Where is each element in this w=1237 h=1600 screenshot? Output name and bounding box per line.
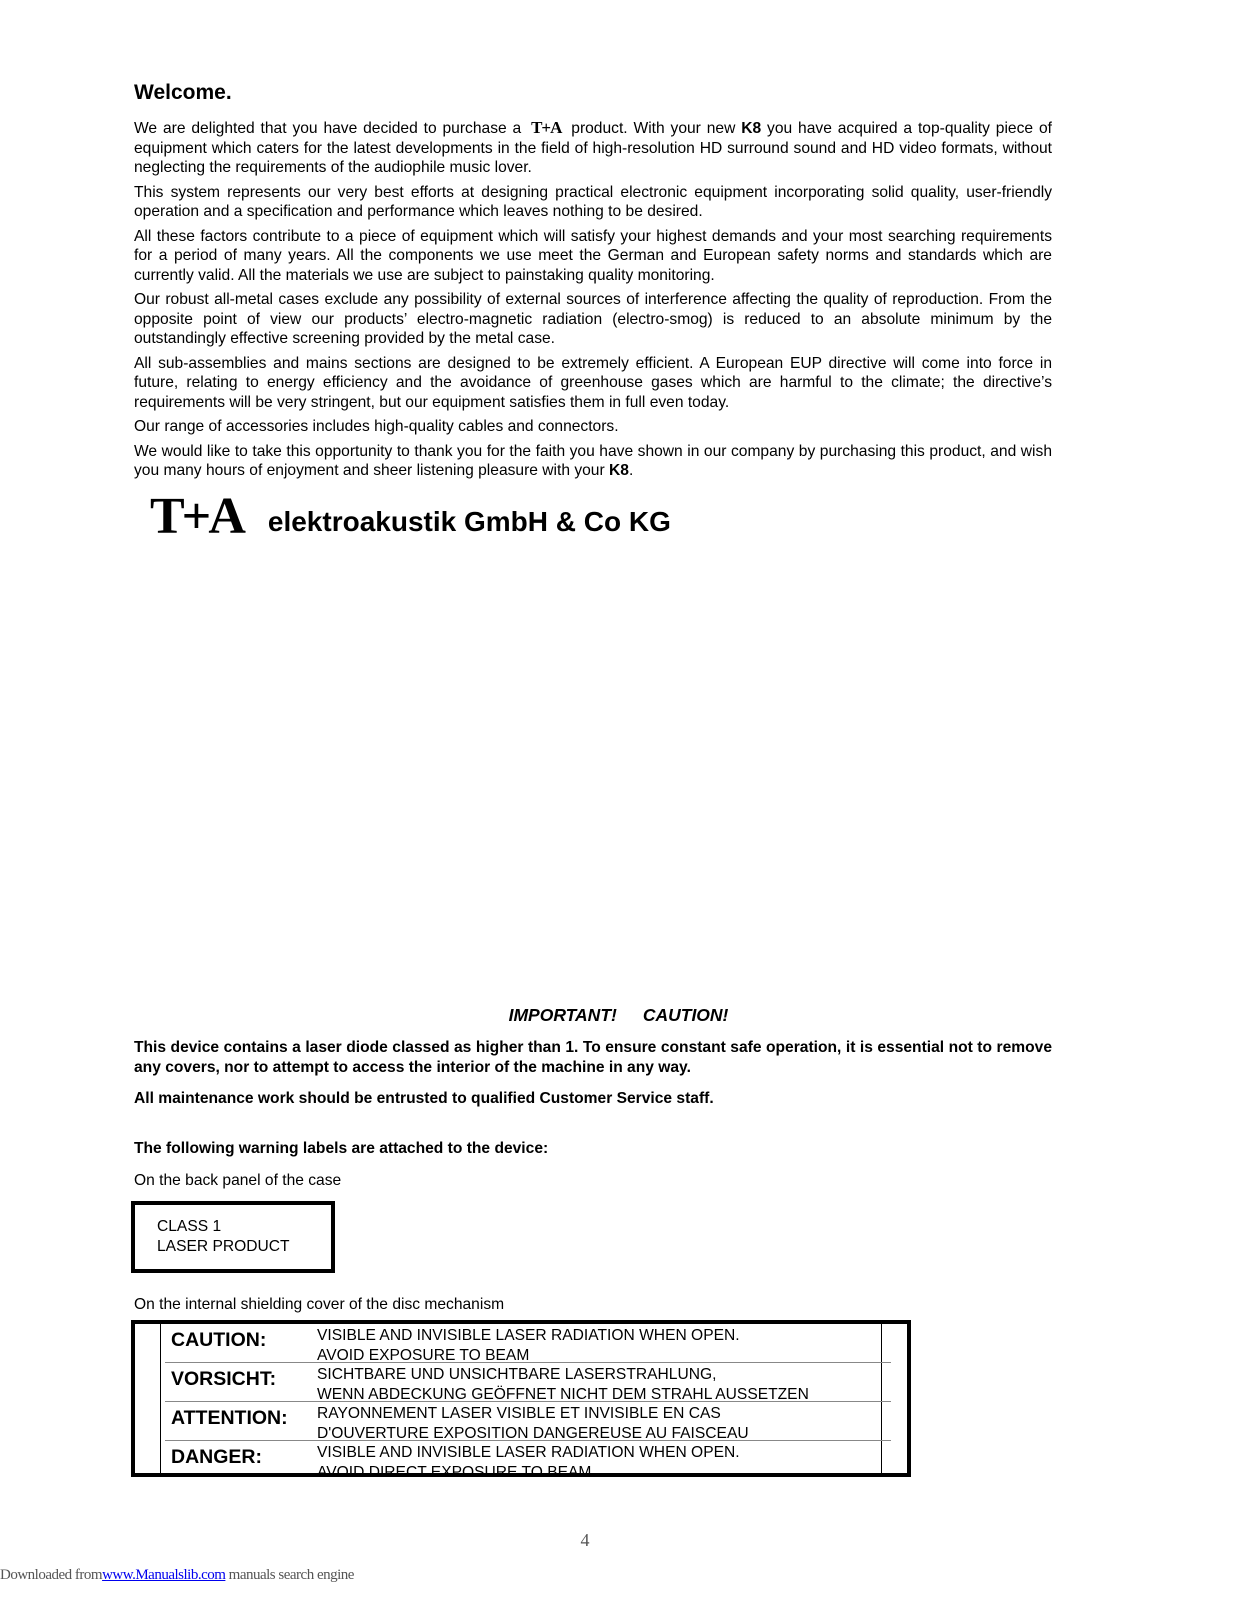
para7-start: We would like to take this opportunity to thank you for the faith you have shown in our company by purchasing this product, and wish you many hours of enjoyment and sheer listening pleasure with your (134, 442, 1052, 479)
row-line-1: VISIBLE AND INVISIBLE LASER RADIATION WHEN OPEN. (317, 1327, 740, 1344)
download-footer (0, 1567, 354, 1584)
laser-row-vorsicht (165, 1363, 891, 1402)
company-name: elektroakustik GmbH & Co KG (267, 506, 671, 537)
warning-labels-heading: The following warning labels are attached to the device: (134, 1140, 549, 1157)
row-line-2: WENN ABDECKUNG GEÖFFNET NICHT DEM STRAHL AUSSETZEN (317, 1385, 809, 1403)
laser-row-caution (165, 1324, 891, 1363)
row-value (317, 1443, 740, 1482)
intro-paragraph-4: Our robust all-metal cases exclude any possibility of external sources of interference affecting the quality of reproduction. From the opposite point of view our products’ electro-magnetic radiation (electro-smog) is reduced to an absolute minimum by the outstandingly effective screening provided by the metal case. (134, 291, 1052, 347)
important-label: IMPORTANT! (508, 1005, 617, 1025)
manualslib-link[interactable]: www.Manualslib.com (102, 1567, 226, 1583)
caution-heading (0, 1005, 1237, 1026)
row-key: CAUTION: (171, 1329, 267, 1351)
internal-cover-caption: On the internal shielding cover of the disc mechanism (134, 1296, 505, 1313)
laser-warning-table (131, 1320, 911, 1481)
product-name-closing: K8 (609, 462, 629, 479)
page-number: 4 (580, 1530, 590, 1550)
table-inner-border-left (160, 1324, 161, 1473)
para1-start: We are delighted that you have decided to purchase a (134, 120, 522, 137)
maintenance-warning: All maintenance work should be entrusted to qualified Customer Service staff. (134, 1090, 714, 1107)
para1-middle: product. With your new (571, 120, 736, 137)
laser-warning: This device contains a laser diode classed as higher than 1. To ensure constant safe operation, it is essential not to remove any covers, nor to attempt to access the interior of the machine in any way. (134, 1039, 1052, 1076)
brand-logo-inline: T+A (531, 118, 562, 137)
row-line-1: SICHTBARE UND UNSICHTBARE LASERSTRAHLUNG, (317, 1366, 717, 1383)
intro-text (134, 118, 1052, 486)
footer-suffix: manuals search engine (228, 1567, 354, 1583)
company-signature (150, 487, 671, 547)
page-title: Welcome. (134, 81, 232, 104)
row-line-2: AVOID DIRECT EXPOSURE TO BEAM (317, 1463, 592, 1481)
laser-row-attention (165, 1402, 891, 1441)
intro-paragraph-6: Our range of accessories includes high-quality cables and connectors. (134, 418, 619, 435)
company-logo: T+A (150, 488, 243, 545)
laser-row-danger (165, 1441, 891, 1480)
intro-paragraph-2: This system represents our very best efforts at designing practical electronic equipment incorporating solid quality, user-friendly operation and a specification and performance which leaves nothing to be desired. (134, 183, 1052, 220)
class-1-label-box (131, 1201, 335, 1273)
intro-paragraph-1 (134, 118, 1052, 178)
row-value (317, 1365, 809, 1404)
row-value (317, 1404, 749, 1443)
para1-end: you have acquired a top-quality piece of equipment which caters for the latest developments in the field of high-resolution HD surround sound and HD video formats, without neglecting the requirements of the audiophile music lover. (134, 120, 1052, 176)
row-line-2: D'OUVERTURE EXPOSITION DANGEREUSE AU FAISCEAU (317, 1424, 749, 1442)
footer-prefix: Downloaded from (0, 1567, 103, 1583)
intro-paragraph-3: All these factors contribute to a piece of equipment which will satisfy your highest demands and your most searching requirements for a period of many years. All the components we use meet the German and European safety norms and standards which are currently valid. All the materials we use are subject to painstaking quality monitoring. (134, 227, 1052, 284)
row-line-1: VISIBLE AND INVISIBLE LASER RADIATION WHEN OPEN. (317, 1444, 740, 1461)
row-key: DANGER: (171, 1446, 262, 1468)
intro-paragraph-5: All sub-assemblies and mains sections are designed to be extremely efficient. A European EUP directive will come into force in future, relating to energy efficiency and the avoidance of greenhouse gases which are harmful to the climate; the directive’s requirements will be very stringent, but our equipment satisfies them in full even today. (134, 354, 1052, 411)
class-label-line-1: CLASS 1 (157, 1218, 222, 1235)
row-value (317, 1326, 740, 1365)
row-line-2: AVOID EXPOSURE TO BEAM (317, 1346, 530, 1364)
back-panel-caption: On the back panel of the case (134, 1172, 342, 1189)
product-name: K8 (741, 120, 762, 137)
row-line-1: RAYONNEMENT LASER VISIBLE ET INVISIBLE EN CAS (317, 1405, 721, 1422)
caution-label: CAUTION! (642, 1005, 729, 1025)
class-label-line-2: LASER PRODUCT (157, 1238, 290, 1255)
row-key: VORSICHT: (171, 1368, 277, 1390)
intro-paragraph-7 (134, 442, 1052, 481)
para7-end: . (628, 462, 634, 479)
row-key: ATTENTION: (171, 1407, 288, 1429)
